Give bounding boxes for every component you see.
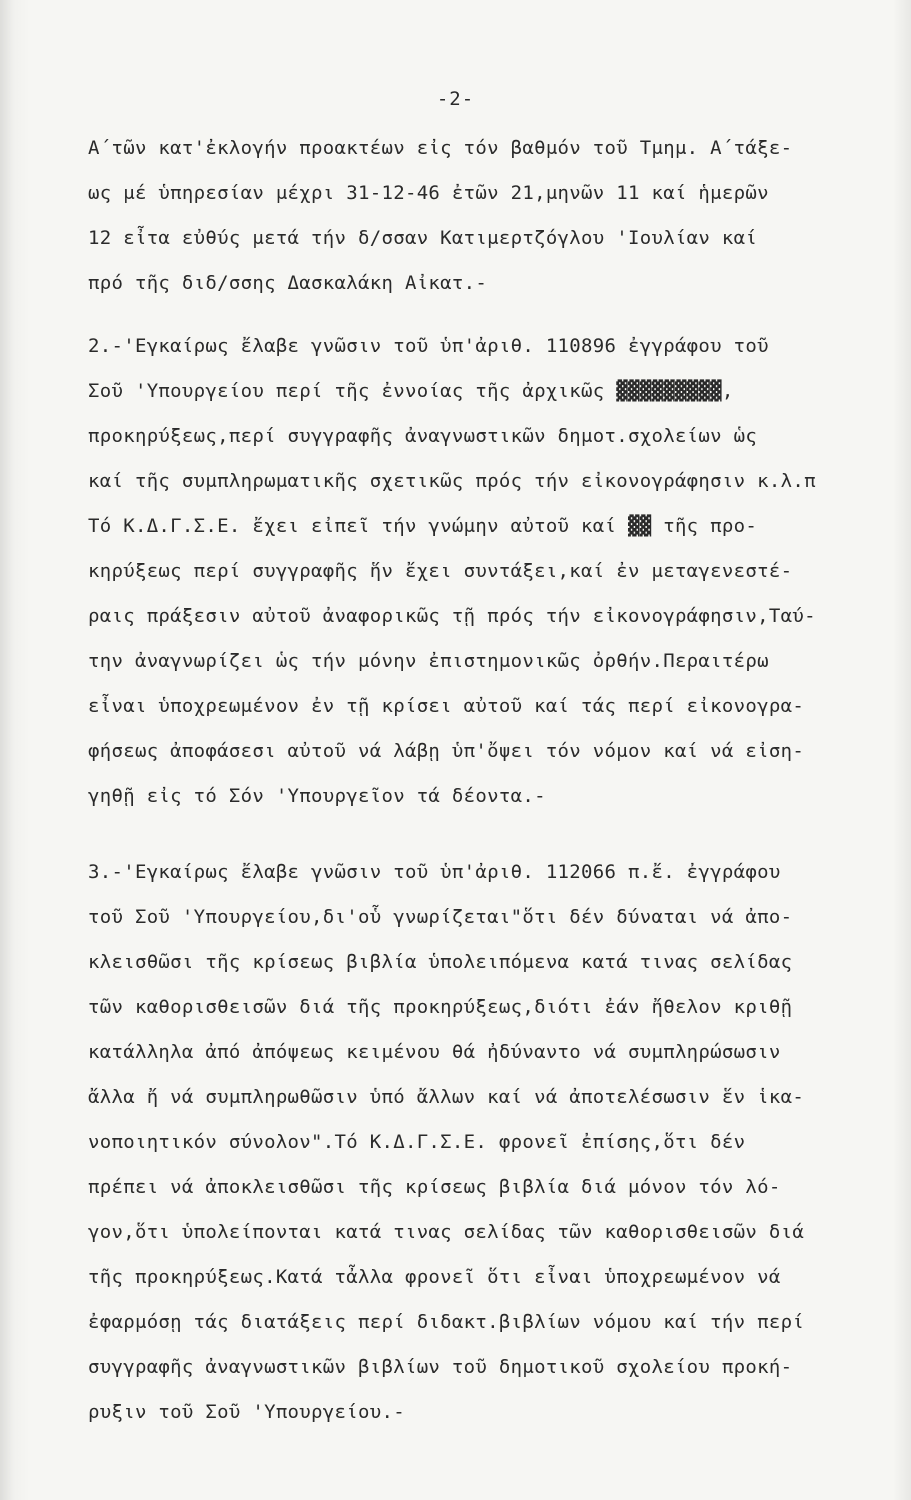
text-line: κατάλληλα ἀπό ἀπόψεως κειμένου θά ἠδύναντο νά συμπληρώσωσιν — [88, 1041, 781, 1063]
text-line: κηρύξεως περί συγγραφῆς ἥν ἔχει συντάξει,καί ἐν μεταγενεστέ- — [88, 560, 793, 582]
text-line: τῆς προκηρύξεως.Κατά τἆλλα φρονεῖ ὅτι εἶναι ὑποχρεωμένον νά — [88, 1266, 781, 1288]
text-line: ως μέ ὑπηρεσίαν μέχρι 31-12-46 ἐτῶν 21,μηνῶν 11 καί ἡμερῶν — [88, 182, 769, 204]
text-line: πρό τῆς διδ/σσης Δασκαλάκη Αἰκατ.- — [88, 272, 488, 294]
text-line: τῶν καθορισθεισῶν διά τῆς προκηρύξεως,διότι ἐάν ἤθελον κριθῇ — [88, 996, 793, 1018]
text-line: 2.-'Εγκαίρως ἔλαβε γνῶσιν τοῦ ὑπ'ἀριθ. 110896 ἐγγράφου τοῦ — [88, 335, 769, 357]
paragraph-1 — [88, 126, 888, 306]
text-line: ρυξιν τοῦ Σοῦ 'Υπουργείου.- — [88, 1401, 405, 1423]
paragraph-3 — [88, 850, 888, 1435]
text-line: Σοῦ 'Υπουργείου περί τῆς ἐννοίας τῆς ἀρχικῶς ▓▓▓▓▓▓▓▓▓, — [88, 380, 734, 402]
paragraph-2 — [88, 324, 888, 819]
text-line: φήσεως ἀποφάσεσι αὐτοῦ νά λάβῃ ὑπ'ὄψει τόν νόμον καί νά εἰση- — [88, 740, 805, 762]
text-line: εἶναι ὑποχρεωμένον ἐν τῇ κρίσει αὐτοῦ καί τάς περί εἰκονογρα- — [88, 695, 805, 717]
text-line: ἄλλα ἤ νά συμπληρωθῶσιν ὑπό ἄλλων καί νά ἀποτελέσωσιν ἕν ἱκα- — [88, 1086, 805, 1108]
page-number: -2- — [436, 88, 475, 110]
text-line: ἐφαρμόσῃ τάς διατάξεις περί διδακτ.βιβλίων νόμου καί τήν περί — [88, 1311, 805, 1333]
text-line: τοῦ Σοῦ 'Υπουργείου,δι'οὗ γνωρίζεται"ὅτι δέν δύναται νά ἀπο- — [88, 906, 793, 928]
text-line: την ἀναγνωρίζει ὡς τήν μόνην ἐπιστημονικῶς ὀρθήν.Περαιτέρω — [88, 650, 769, 672]
text-line: συγγραφῆς ἀναγνωστικῶν βιβλίων τοῦ δημοτικοῦ σχολείου προκή- — [88, 1356, 793, 1378]
text-line: νοποιητικόν σύνολον".Τό Κ.Δ.Γ.Σ.Ε. φρονεῖ ἐπίσης,ὅτι δέν — [88, 1131, 746, 1153]
text-line: Α΄τῶν κατ'ἐκλογήν προακτέων εἰς τόν βαθμόν τοῦ Τμημ. Α΄τάξε- — [88, 137, 793, 159]
text-line: ραις πράξεσιν αὐτοῦ ἀναφορικῶς τῇ πρός τήν εἰκονογράφησιν,Ταύ- — [88, 605, 816, 627]
text-line: γηθῇ εἰς τό Σόν 'Υπουργεῖον τά δέοντα.- — [88, 785, 546, 807]
text-line: καί τῆς συμπληρωματικῆς σχετικῶς πρός τήν εἰκονογράφησιν κ.λ.π — [88, 470, 816, 492]
text-line: 12 εἶτα εὐθύς μετά τήν δ/σσαν Κατιμερτζόγλου 'Ιουλίαν καί — [88, 227, 758, 249]
text-line: Τό Κ.Δ.Γ.Σ.Ε. ἔχει εἰπεῖ τήν γνώμην αὐτοῦ καί ▓▓ τῆς προ- — [88, 515, 758, 537]
text-line: πρέπει νά ἀποκλεισθῶσι τῆς κρίσεως βιβλία διά μόνον τόν λό- — [88, 1176, 781, 1198]
text-line: 3.-'Εγκαίρως ἔλαβε γνῶσιν τοῦ ὑπ'ἀριθ. 112066 π.ἔ. ἐγγράφου — [88, 861, 781, 883]
text-line: προκηρύξεως,περί συγγραφῆς ἀναγνωστικῶν δημοτ.σχολείων ὡς — [88, 425, 758, 447]
text-line: γον,ὅτι ὑπολείπονται κατά τινας σελίδας τῶν καθορισθεισῶν διά — [88, 1221, 805, 1243]
text-line: κλεισθῶσι τῆς κρίσεως βιβλία ὑπολειπόμενα κατά τινας σελίδας — [88, 951, 793, 973]
